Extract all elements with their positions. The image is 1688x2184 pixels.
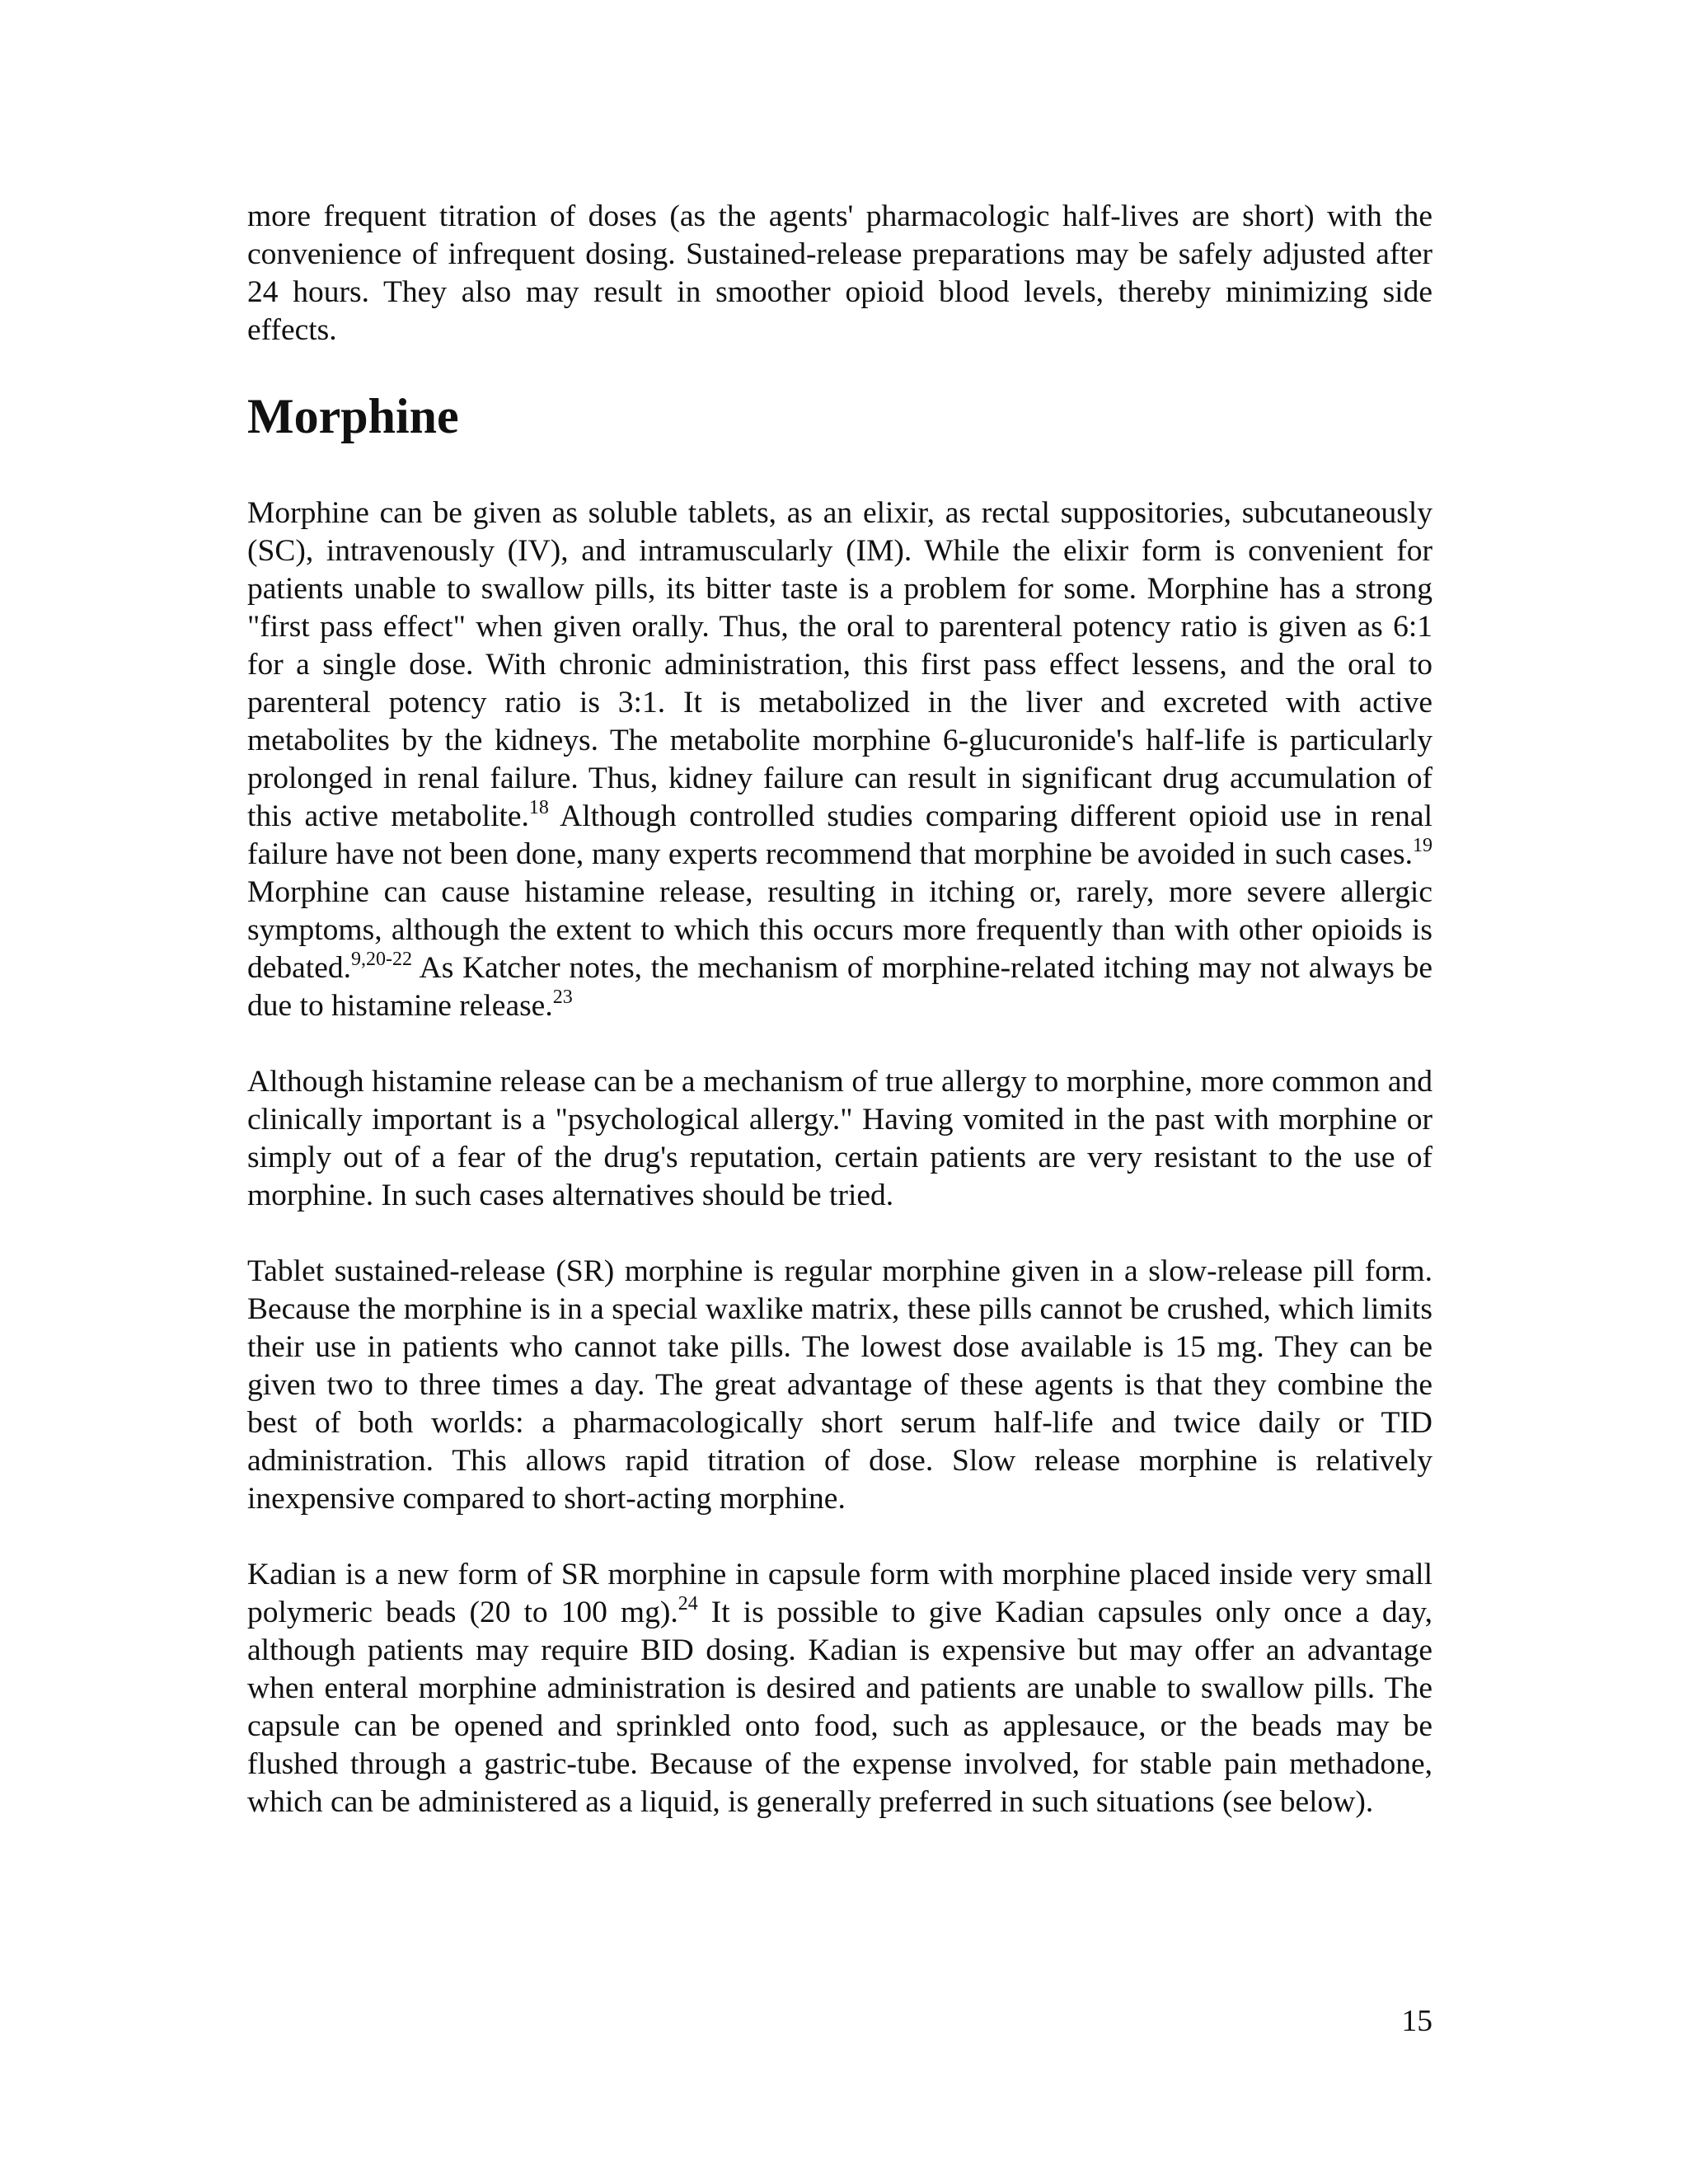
citation-18: 18: [528, 796, 549, 818]
document-page: [247, 198, 1432, 1859]
citation-9-20-22: 9,20-22: [350, 948, 412, 970]
page-number: 15: [1401, 2004, 1432, 2038]
morphine-text-2: Although controlled studies comparing different opioid use in renal failure have not been done, many experts recommend that morphine be avoided in such cases.: [247, 799, 1432, 871]
sr-morphine-paragraph: Tablet sustained-release (SR) morphine is regular morphine given in a slow-release pill form. Because the morphine is in a special waxlike matrix, these pills cannot be crushed, which limits their use in patients who cannot take pills. The lowest dose available is 15 mg. They can be given two to three times a day. The great advantage of these agents is that they combine the best of both worlds: a pharmacologically short serum half-life and twice daily or TID administration. This allows rapid titration of dose. Slow release morphine is relatively inexpensive compared to short-acting morphine.: [247, 1254, 1432, 1516]
morphine-paragraph: [247, 494, 1432, 1025]
section-heading: Morphine: [247, 389, 459, 443]
morphine-text-3: Morphine can cause histamine release, resulting in itching or, rarely, more severe allergic symptoms, although the extent to which this occurs more frequently than with other opioids is debated.: [247, 875, 1432, 985]
citation-23: 23: [552, 986, 573, 1008]
citation-24: 24: [678, 1592, 698, 1615]
kadian-text-1: Kadian is a new form of SR morphine in capsule form with morphine placed inside very small polymeric beads (20 to 100 mg).: [247, 1558, 1432, 1629]
intro-paragraph: more frequent titration of doses (as the agents' pharmacologic half-lives are short) with the convenience of infrequent dosing. Sustained-release preparations may be safely adjusted after 24 hours. They also may result in smoother opioid blood levels, thereby minimizing side effects.: [247, 199, 1432, 347]
kadian-text-2: It is possible to give Kadian capsules only once a day, although patients may require BID dosing. Kadian is expensive but may offer an advantage when enteral morphine administration is desired and patients are unable to swallow pills. The capsule can be opened and sprinkled onto food, such as applesauce, or the beads may be flushed through a gastric-tube. Because of the expense involved, for stable pain methadone, which can be administered as a liquid, is generally preferred in such situations (see below).: [247, 1596, 1432, 1819]
morphine-text-4: As Katcher notes, the mechanism of morphine-related itching may not always be due to histamine release.: [247, 951, 1432, 1023]
citation-19: 19: [1413, 834, 1432, 856]
kadian-paragraph: [247, 1556, 1432, 1821]
allergy-paragraph: Although histamine release can be a mechanism of true allergy to morphine, more common and clinically important is a "psychological allergy." Having vomited in the past with morphine or simply out of a fear of the drug's reputation, certain patients are very resistant to the use of morphine. In such cases alternatives should be tried.: [247, 1065, 1432, 1212]
morphine-text-1: Morphine can be given as soluble tablets, as an elixir, as rectal suppositories, subcutaneously (SC), intravenously (IV), and intramuscularly (IM). While the elixir form is convenient for patients unable to swallow pills, its bitter taste is a problem for some. Morphine has a strong "first pass effect" when given orally. Thus, the oral to parenteral potency ratio is given as 6:1 for a single dose. With chronic administration, this first pass effect lessens, and the oral to parenteral potency ratio is 3:1. It is metabolized in the liver and excreted with active metabolites by the kidneys. The metabolite morphine 6-glucuronide's half-life is particularly prolonged in renal failure. Thus, kidney failure can result in significant drug accumulation of this active metabolite.: [247, 496, 1432, 833]
